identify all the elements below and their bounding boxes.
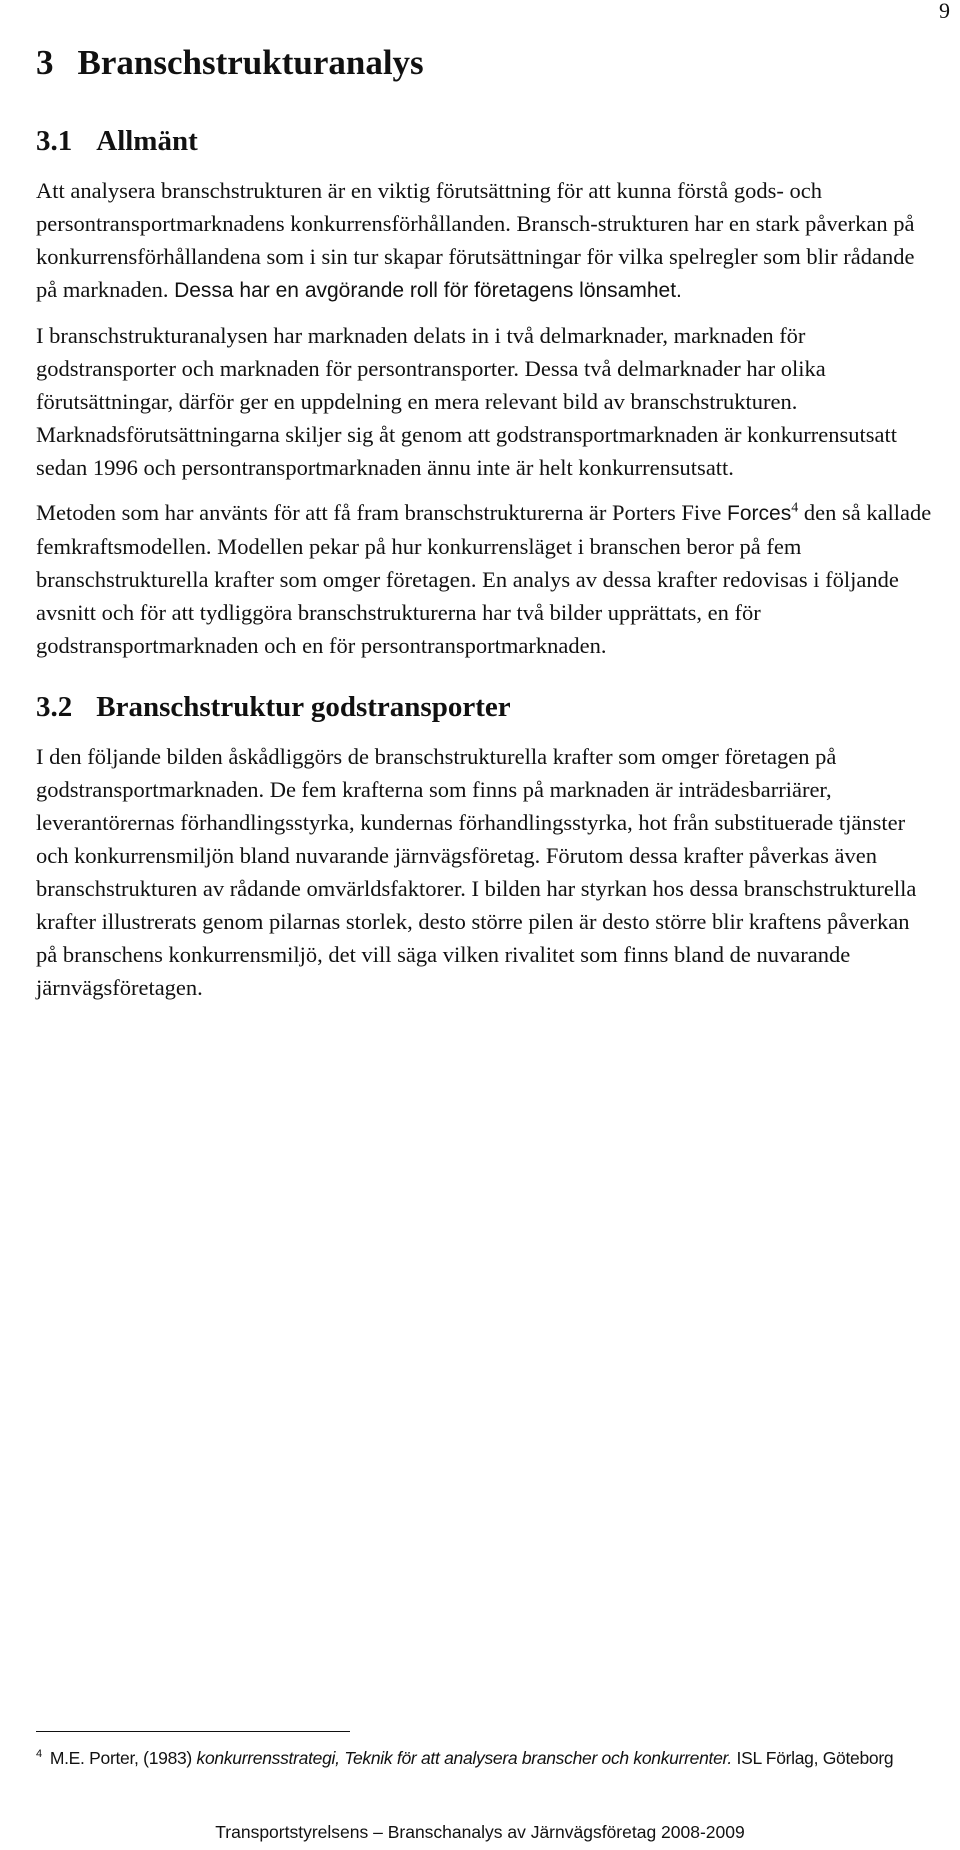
chapter-number: 3 <box>36 43 54 82</box>
paragraph: I branschstrukturanalysen har marknaden delats in i två delmarknader, marknaden för godstransporter och marknaden för persontransporter. Dessa två delmarknader har olika förutsättningar, därför ger en uppdelning en mera relevant bild av branschstrukturen. Marknadsförutsättningarna skiljer sig åt genom att godstransportmarknaden är konkurrensutsatt sedan 1996 och persontransportmarknaden ännu inte är helt konkurrensutsatt. <box>36 323 898 480</box>
section-heading-3-2 <box>36 684 936 730</box>
section-title: Branschstruktur godstransporter <box>96 691 511 723</box>
paragraph-text-sans: Dessa har en avgörande roll för företagens lönsamhet. <box>174 279 682 302</box>
paragraph-text-sans: Forces <box>727 502 792 525</box>
section-heading-3-1 <box>36 118 936 164</box>
page-number: 9 <box>939 0 950 23</box>
chapter-heading <box>36 36 936 90</box>
section-number: 3.2 <box>36 691 73 723</box>
document-body <box>36 36 936 1016</box>
footnote-number: 4 <box>36 1748 42 1761</box>
page-footer: Transportstyrelsens – Branschanalys av Järnvägsföretag 2008-2009 <box>215 1822 745 1842</box>
paragraph <box>36 174 936 307</box>
section-number: 3.1 <box>36 125 73 157</box>
footnote-divider <box>36 1731 350 1732</box>
paragraph-text: Att analysera branschstrukturen är en viktig förutsättning för att kunna förstå gods- och persontransportmarknadens konkurrensförhållanden. Bransch-strukturen har en stark påverkan på konkurrensförhållandena som i sin tur skapar förutsättningar för vilka spelregler som blir rådande på marknaden. <box>36 178 915 302</box>
paragraph <box>36 496 936 662</box>
footnote-author: M.E. Porter, (1983) <box>49 1748 192 1768</box>
paragraph: I den följande bilden åskådliggörs de branschstrukturella krafter som omger företagen på godstransportmarknaden. De fem krafterna som finns på marknaden är inträdesbarriärer, leverantörernas förhandlingsstyrka, kundernas förhandlingsstyrka, hot från substituerade tjänster och konkurrensmiljön bland nuvarande järnvägsföretag. Förutom dessa krafter påverkas även branschstrukturen av rådande omvärldsfaktorer. I bilden har styrkan hos dessa branschstrukturella krafter illustrerats genom pilarnas storlek, desto större pilen är desto större blir kraftens påverkan på branschens konkurrensmiljö, det vill säga vilken rivalitet som finns bland de nuvarande järnvägsföretagen. <box>36 744 917 1000</box>
section-title: Allmänt <box>96 125 198 157</box>
footnote-reference[interactable]: 4 <box>791 500 799 516</box>
chapter-title: Branschstrukturanalys <box>77 43 424 82</box>
paragraph-text: den så kallade femkraftsmodellen. Modellen pekar på hur konkurrensläget i branschen beror på fem branschstrukturella krafter som omger företagen. En analys av dessa krafter redovisas i följande avsnitt och för att tydliggöra branschstrukturerna har två bilder upprättats, en för godstransportmarknaden och en för persontransportmarknaden. <box>36 500 932 658</box>
footnote-publisher: ISL Förlag, Göteborg <box>736 1748 894 1768</box>
footnote <box>36 1746 936 1770</box>
paragraph-text: Metoden som har använts för att få fram branschstrukturerna är Porters Five <box>36 500 722 525</box>
footnote-title: konkurrensstrategi, Teknik för att analysera branscher och konkurrenter. <box>196 1748 732 1768</box>
